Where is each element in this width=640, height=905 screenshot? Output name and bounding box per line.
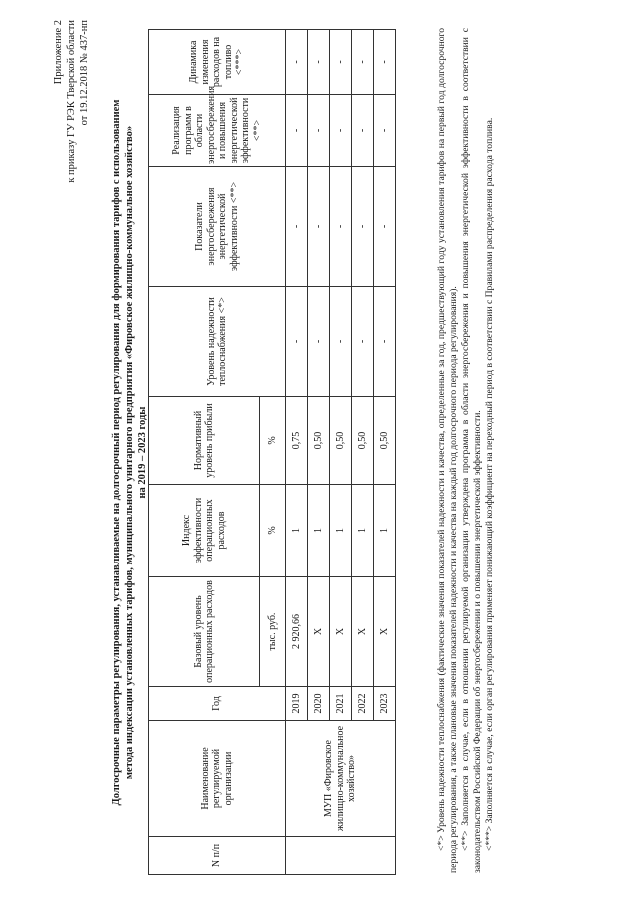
cell-year: 2021 (330, 687, 352, 721)
cell-base: Х (374, 577, 396, 687)
header-organization: Наименование регулируемой организации (149, 721, 286, 837)
cell-programs: - (352, 95, 374, 167)
footnote: <***> Заполняется в случае, если орган регулирования применяет понижающий коэффициент на переходный период в соответствии с Правилами распределения расхода топлива. (484, 117, 495, 851)
cell-reliability: - (374, 287, 396, 397)
footnote: <**> Заполняется в случае, если в отношении регулируемой организации утверждена программа в области энергосбережения и повышения энергетической эффективности в соответствии с законодательством Российской Федерации об энергосбережении и о повышении энергетической эффективности. (460, 28, 483, 873)
header-profit-level: Нормативный уровень прибыли (149, 397, 260, 485)
cell-profit: 0,75 (286, 397, 308, 485)
unit-index: % (260, 485, 286, 577)
cell-profit: 0,50 (308, 397, 330, 485)
cell-profit: 0,50 (352, 397, 374, 485)
cell-base: Х (330, 577, 352, 687)
header-programs: Реализация программ в области энергосбережения и повышения энергетической эффективности <**> (149, 95, 286, 167)
appendix-line: к приказу ГУ РЭК Тверской области (66, 20, 77, 183)
cell-energy: - (308, 167, 330, 287)
title-line: на 2019 – 2023 годы (137, 406, 148, 499)
cell-year: 2019 (286, 687, 308, 721)
document-title (110, 40, 149, 865)
cell-profit: 0,50 (374, 397, 396, 485)
cell-reliability: - (308, 287, 330, 397)
table-row (286, 30, 308, 875)
cell-year: 2020 (308, 687, 330, 721)
cell-energy: - (286, 167, 308, 287)
cell-energy: - (374, 167, 396, 287)
cell-base: Х (352, 577, 374, 687)
cell-index: 1 (352, 485, 374, 577)
unit-profit: % (260, 397, 286, 485)
header-num: N п/п (149, 837, 286, 875)
cell-num (286, 837, 396, 875)
header-fuel-dynamics: Динамика изменения расходов на топливо <***> (149, 30, 286, 95)
cell-programs: - (286, 95, 308, 167)
title-line: Долгосрочные параметры регулирования, устанавливаемые на долгосрочный период регулирования для формирования тарифов с использованием (111, 99, 122, 806)
cell-base: 2 920,66 (286, 577, 308, 687)
appendix-line: Приложение 2 (53, 20, 64, 85)
footnote: <*> Уровень надежности теплоснабжения (фактические значения показателей надежности и качества, определенные за год, предшествующий году установления тарифов на первый год долгосрочного периода регулирования, а также плановые значения показателей надежности и качества на каждый год долгосрочного периода регулирования). (436, 28, 459, 873)
cell-reliability: - (286, 287, 308, 397)
cell-year: 2022 (352, 687, 374, 721)
cell-fuel: - (286, 30, 308, 95)
header-efficiency-index: Индекс эффективности операционных расходов (149, 485, 260, 577)
cell-base: Х (308, 577, 330, 687)
cell-programs: - (308, 95, 330, 167)
cell-energy: - (352, 167, 374, 287)
cell-index: 1 (330, 485, 352, 577)
cell-fuel: - (352, 30, 374, 95)
cell-index: 1 (308, 485, 330, 577)
appendix-header (52, 20, 91, 320)
table-header-row (149, 30, 260, 875)
cell-energy: - (330, 167, 352, 287)
header-reliability: Уровень надежности теплоснабжения <*> (149, 287, 286, 397)
cell-profit: 0,50 (330, 397, 352, 485)
cell-index: 1 (286, 485, 308, 577)
cell-year: 2023 (374, 687, 396, 721)
cell-programs: - (330, 95, 352, 167)
unit-base: тыс. руб. (260, 577, 286, 687)
title-line: метода индексации установленных тарифов, муниципального унитарного предприятия «Фировское жилищно-коммунальное хозяйство» (124, 125, 135, 780)
header-energy-saving: Показатели энергосбережения энергетической эффективности <**> (149, 167, 286, 287)
header-year: Год (149, 687, 286, 721)
parameters-table (148, 29, 396, 875)
footnotes (436, 28, 496, 873)
cell-organization: МУП «Фировское жилищно-коммунальное хозяйство» (286, 721, 396, 837)
cell-reliability: - (352, 287, 374, 397)
header-base-level: Базовый уровень операционных расходов (149, 577, 260, 687)
cell-fuel: - (374, 30, 396, 95)
appendix-line: от 19.12.2018 № 437-нп (79, 20, 90, 126)
cell-index: 1 (374, 485, 396, 577)
cell-fuel: - (330, 30, 352, 95)
cell-fuel: - (308, 30, 330, 95)
cell-reliability: - (330, 287, 352, 397)
cell-programs: - (374, 95, 396, 167)
